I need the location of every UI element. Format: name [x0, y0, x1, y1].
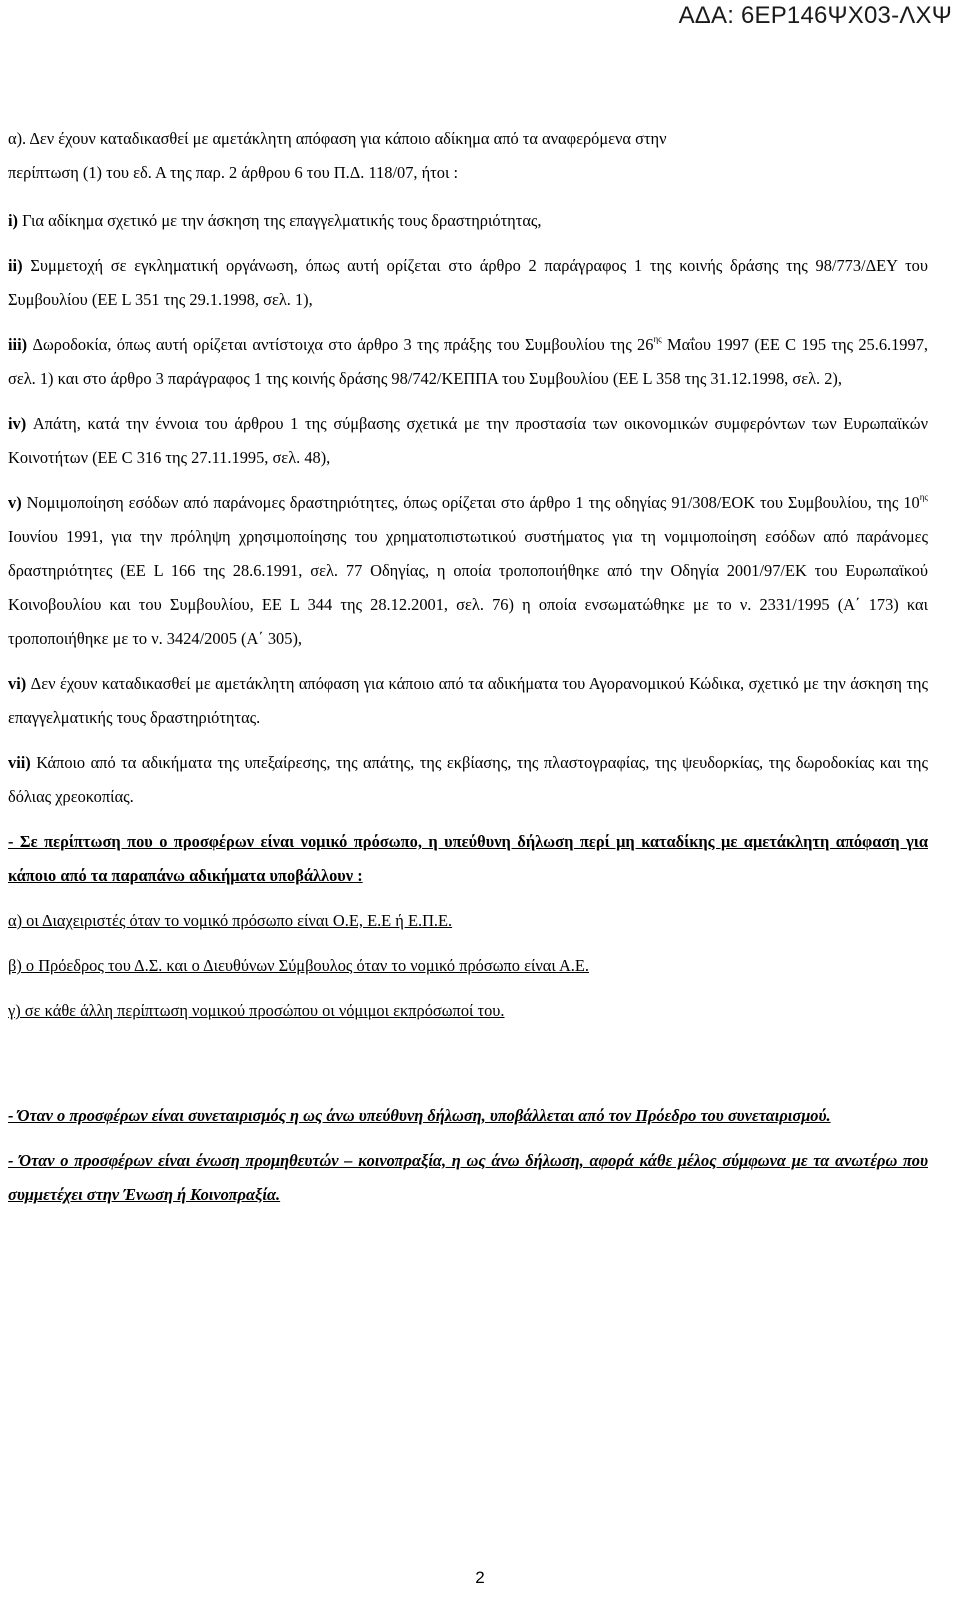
item-vii [8, 746, 928, 814]
item-vi-label: vi) [8, 674, 27, 693]
item-iii-text-post: Μαΐου 1997 (ΕΕ C 195 της 25.6.1997, σελ. 1) και στο άρθρο 3 παράγραφος 1 της κοινής δράσης 98/742/ΚΕΠΠΑ του Συμβουλίου (ΕΕ L 358 της 31.12.1998, σελ. 2), [8, 335, 928, 388]
document-body [8, 122, 928, 1223]
paragraph-a [8, 122, 928, 190]
item-v-text-pre: Νομιμοποίηση εσόδων από παράνομες δραστηριότητες, όπως ορίζεται στο άρθρο 1 της οδηγίας 91/308/ΕΟΚ του Συμβουλίου, της 10 [21, 493, 920, 512]
cooperative-note: - Όταν ο προσφέρων είναι συνεταιρισμός η ως άνω υπεύθυνη δήλωση, υποβάλλεται από τον Πρόεδρο του συνεταιρισμού. [8, 1106, 831, 1125]
case-a: α) οι Διαχειριστές όταν το νομικό πρόσωπο είναι Ο.Ε, Ε.Ε ή Ε.Π.Ε. [8, 911, 453, 930]
union-note: - Όταν ο προσφέρων είναι ένωση προμηθευτών – κοινοπραξία, η ως άνω δήλωση, αφορά κάθε μέλος σύμφωνα με τα ανωτέρω που συμμετέχει στην Ένωση ή Κοινοπραξία. [8, 1151, 928, 1204]
item-vii-text: Κάποιο από τα αδικήματα της υπεξαίρεσης, της απάτης, της εκβίασης, της πλαστογραφίας, της ψευδορκίας, της δωροδοκίας και της δόλιας χρεοκοπίας. [8, 753, 928, 806]
item-v [8, 486, 928, 656]
item-i-label: i) [8, 211, 19, 230]
item-ii [8, 249, 928, 317]
item-iv-label: iv) [8, 414, 27, 433]
paragraph-a-line1: α). Δεν έχουν καταδικασθεί με αμετάκλητη απόφαση για κάποιο αδίκημα από τα αναφερόμενα στην [8, 129, 667, 148]
item-iv-text: Απάτη, κατά την έννοια του άρθρου 1 της σύμβασης σχετικά με την προστασία των οικονομικών συμφερόντων των Ευρωπαϊκών Κοινοτήτων (ΕΕ C 316 της 27.11.1995, σελ. 48), [8, 414, 928, 467]
blank-spacer [8, 1039, 928, 1099]
legal-person-heading: - Σε περίπτωση που ο προσφέρων είναι νομικό πρόσωπο, η υπεύθυνη δήλωση περί μη καταδίκης με αμετάκλητη απόφαση για κάποιο από τα παραπάνω αδικήματα υποβάλλουν : [8, 832, 928, 885]
item-vii-label: vii) [8, 753, 31, 772]
item-i [8, 204, 928, 238]
item-i-text: Για αδίκημα σχετικό με την άσκηση της επαγγελματικής τους δραστηριότητας, [18, 211, 542, 230]
case-c: γ) σε κάθε άλλη περίπτωση νομικού προσώπου οι νόμιμοι εκπρόσωποί του. [8, 1001, 505, 1020]
item-iii [8, 328, 928, 396]
item-iv [8, 407, 928, 475]
item-iii-label: iii) [8, 335, 28, 354]
item-v-superscript: ης [919, 492, 928, 502]
item-iii-text-pre: Δωροδοκία, όπως αυτή ορίζεται αντίστοιχα στο άρθρο 3 της πράξης του Συμβουλίου της 26 [27, 335, 654, 354]
item-v-label: v) [8, 493, 22, 512]
case-b: β) ο Πρόεδρος του Δ.Σ. και ο Διευθύνων Σύμβουλος όταν το νομικό πρόσωπο είναι Α.Ε. [8, 956, 590, 975]
item-v-text-post: Ιουνίου 1991, για την πρόληψη χρησιμοποίησης του χρηματοπιστωτικού συστήματος για τη νομιμοποίηση εσόδων από παράνομες δραστηριότητες (ΕΕ L 166 της 28.6.1991, σελ. 77 Οδηγίας, η οποία τροποποιήθηκε από την Οδηγία 2001/97/ΕΚ του Ευρωπαϊκού Κοινοβουλίου και του Συμβουλίου, ΕΕ L 344 της 28.12.2001, σελ. 76) η οποία ενσωματώθηκε με το ν. 2331/1995 (Α΄ 173) και τροποποιήθηκε με το ν. 3424/2005 (Α΄ 305), [8, 527, 928, 648]
item-iii-superscript: ης [653, 334, 662, 344]
item-ii-label: ii) [8, 256, 23, 275]
ada-code: ΑΔΑ: 6ΕΡ146ΨΧ03-ΛΧΨ [678, 2, 952, 29]
page-number: 2 [475, 1568, 485, 1587]
item-vi [8, 667, 928, 735]
item-vi-text: Δεν έχουν καταδικασθεί με αμετάκλητη απόφαση για κάποιο από τα αδικήματα του Αγορανομικού Κώδικα, σχετικό με την άσκηση της επαγγελματικής τους δραστηριότητας. [8, 674, 928, 727]
paragraph-a-line2: περίπτωση (1) του εδ. Α της παρ. 2 άρθρου 6 του Π.Δ. 118/07, ήτοι : [8, 163, 459, 182]
item-ii-text: Συμμετοχή σε εγκληματική οργάνωση, όπως αυτή ορίζεται στο άρθρο 2 παράγραφος 1 της κοινής δράσης της 98/773/ΔΕΥ του Συμβουλίου (ΕΕ L 351 της 29.1.1998, σελ. 1), [8, 256, 928, 309]
